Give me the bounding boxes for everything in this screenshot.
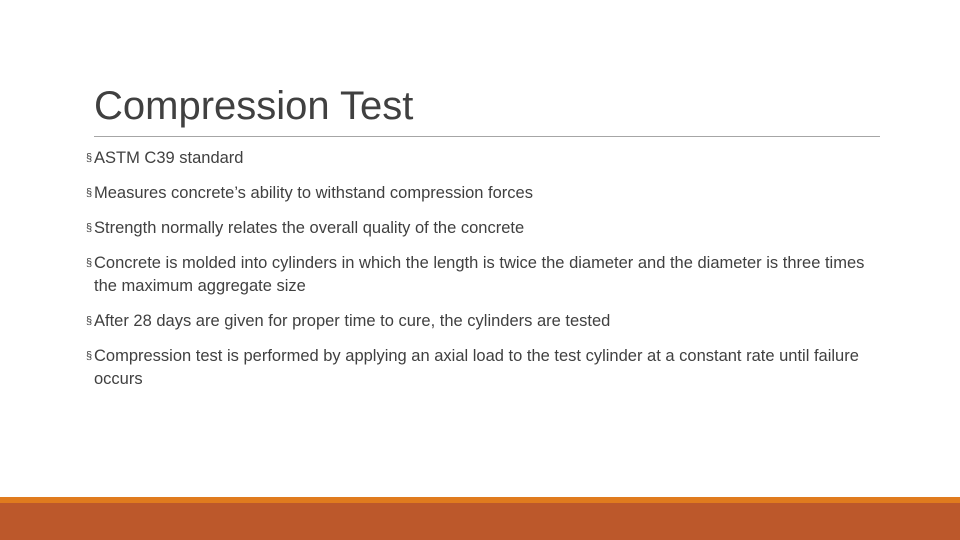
bullet-text: After 28 days are given for proper time to cure, the cylinders are tested	[94, 312, 611, 330]
footer-band	[0, 497, 960, 540]
bullet-item	[86, 252, 886, 298]
bullet-item	[86, 310, 886, 333]
bullet-text: ASTM C39 standard	[94, 149, 244, 167]
bullet-item	[86, 147, 886, 170]
bullet-marker-icon: §	[86, 315, 93, 327]
bullet-item	[86, 217, 886, 240]
bullet-list	[86, 147, 886, 403]
bullet-text: Compression test is performed by applying an axial load to the test cylinder at a constant rate until failure occurs	[94, 347, 859, 388]
footer-bar	[0, 503, 960, 540]
bullet-marker-icon: §	[86, 222, 93, 234]
bullet-item	[86, 182, 886, 205]
bullet-marker-icon: §	[86, 257, 93, 269]
bullet-text: Concrete is molded into cylinders in which the length is twice the diameter and the diameter is three times the maximum aggregate size	[94, 254, 865, 295]
bullet-text: Measures concrete’s ability to withstand compression forces	[94, 184, 533, 202]
bullet-marker-icon: §	[86, 187, 93, 199]
bullet-item	[86, 345, 886, 391]
title-divider	[94, 136, 880, 137]
slide-title: Compression Test	[94, 84, 414, 128]
bullet-marker-icon: §	[86, 350, 93, 362]
bullet-marker-icon: §	[86, 152, 93, 164]
bullet-text: Strength normally relates the overall quality of the concrete	[94, 219, 525, 237]
